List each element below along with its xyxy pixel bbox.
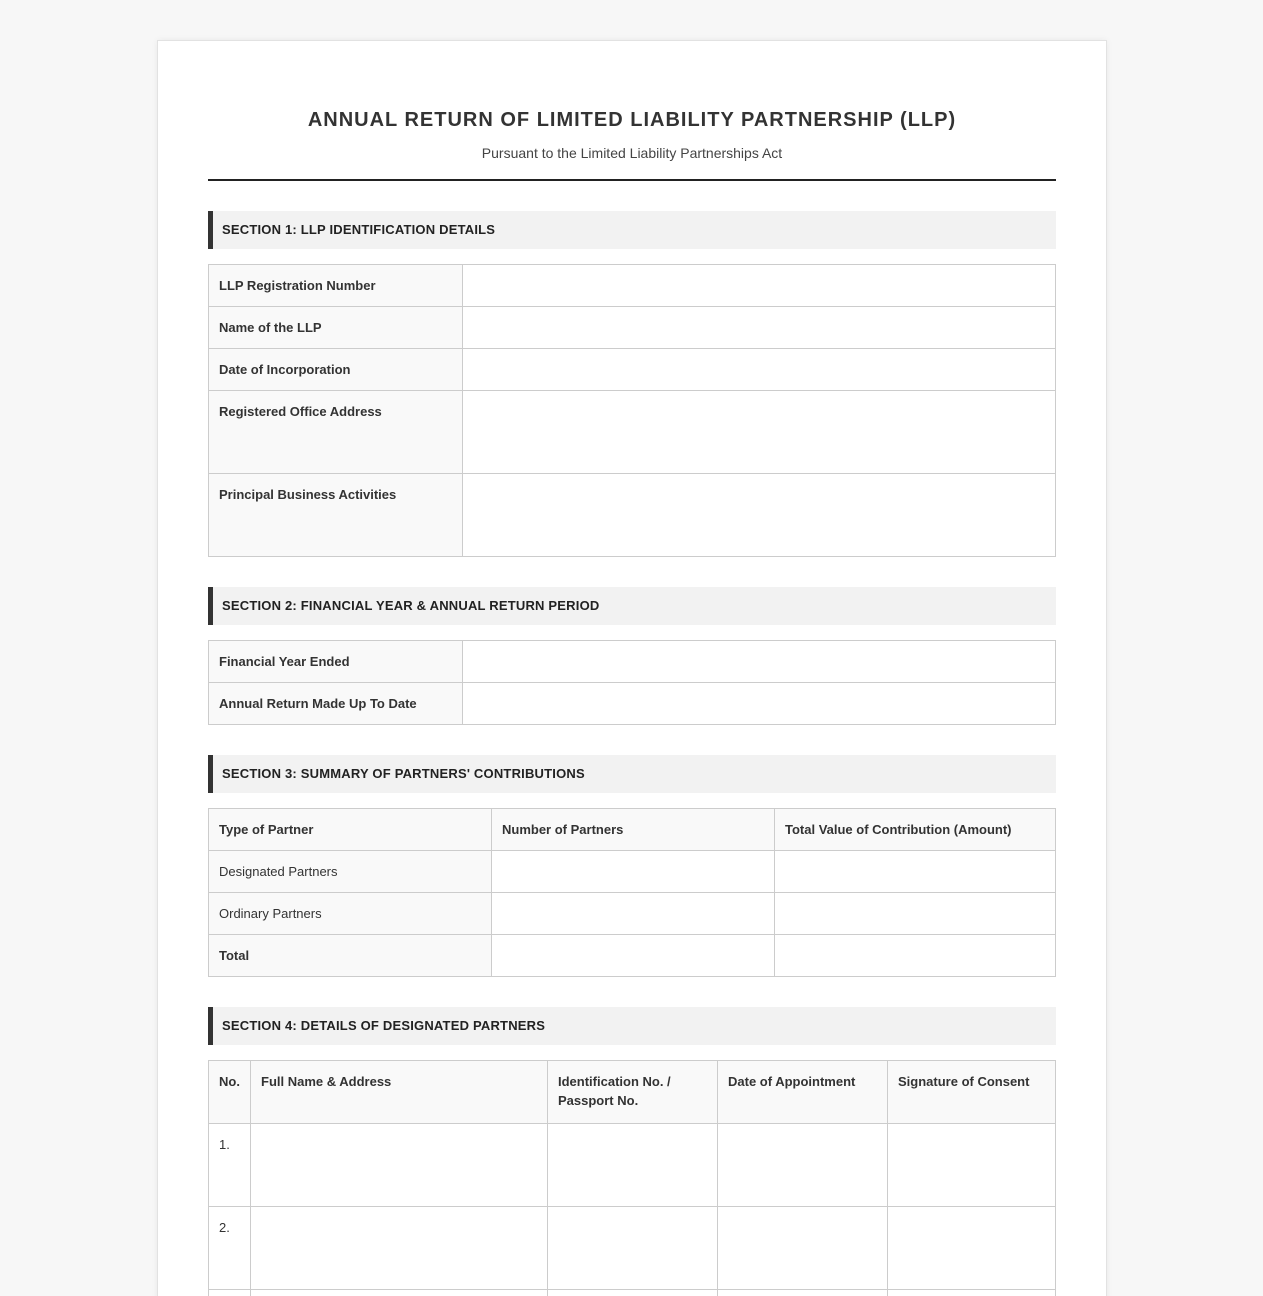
row-number: 2. <box>209 1207 251 1290</box>
signature-field[interactable] <box>888 1207 1056 1290</box>
llp-name-field[interactable] <box>463 307 1056 349</box>
field-label: Name of the LLP <box>209 307 463 349</box>
field-label: Annual Return Made Up To Date <box>209 683 463 725</box>
partners-contributions-table <box>208 808 1056 977</box>
document-title: ANNUAL RETURN OF LIMITED LIABILITY PARTNERSHIP (LLP) <box>307 109 957 131</box>
table-row <box>209 307 1056 349</box>
registered-office-address-field[interactable] <box>463 391 1056 474</box>
table-row <box>209 349 1056 391</box>
partner-type-label: Designated Partners <box>209 851 492 893</box>
total-label: Total <box>209 935 492 977</box>
annual-return-date-field[interactable] <box>463 683 1056 725</box>
field-label: Principal Business Activities <box>209 474 463 557</box>
partner-id-field[interactable] <box>548 1207 718 1290</box>
column-header: Type of Partner <box>209 809 492 851</box>
total-number-field[interactable] <box>492 935 775 977</box>
total-contribution-field[interactable] <box>775 935 1056 977</box>
section-1 <box>208 211 1056 557</box>
section-3-heading: SECTION 3: SUMMARY OF PARTNERS' CONTRIBUTIONS <box>208 755 1056 793</box>
appointment-date-field[interactable] <box>718 1207 888 1290</box>
column-header: No. <box>209 1061 251 1124</box>
partner-id-field[interactable] <box>548 1290 718 1296</box>
financial-year-table <box>208 640 1056 725</box>
appointment-date-field[interactable] <box>718 1124 888 1207</box>
column-header: Identification No. / Passport No. <box>548 1061 718 1124</box>
financial-year-ended-field[interactable] <box>463 641 1056 683</box>
field-label: Date of Incorporation <box>209 349 463 391</box>
column-header: Total Value of Contribution (Amount) <box>775 809 1056 851</box>
table-row <box>209 1207 1056 1290</box>
ordinary-partners-number-field[interactable] <box>492 893 775 935</box>
designated-partners-number-field[interactable] <box>492 851 775 893</box>
partner-name-address-field[interactable] <box>251 1207 548 1290</box>
field-label: Financial Year Ended <box>209 641 463 683</box>
form-page <box>157 40 1107 1296</box>
appointment-date-field[interactable] <box>718 1290 888 1296</box>
table-row <box>209 391 1056 474</box>
ordinary-partners-contribution-field[interactable] <box>775 893 1056 935</box>
signature-field[interactable] <box>888 1290 1056 1296</box>
partner-type-label: Ordinary Partners <box>209 893 492 935</box>
section-2-heading: SECTION 2: FINANCIAL YEAR & ANNUAL RETURN PERIOD <box>208 587 1056 625</box>
table-row <box>209 893 1056 935</box>
llp-registration-number-field[interactable] <box>463 265 1056 307</box>
field-label: LLP Registration Number <box>209 265 463 307</box>
table-row <box>209 265 1056 307</box>
section-1-heading: SECTION 1: LLP IDENTIFICATION DETAILS <box>208 211 1056 249</box>
designated-partners-table <box>208 1060 1056 1296</box>
table-row <box>209 1290 1056 1296</box>
table-row <box>209 851 1056 893</box>
signature-field[interactable] <box>888 1124 1056 1207</box>
partner-id-field[interactable] <box>548 1124 718 1207</box>
row-number: 1. <box>209 1124 251 1207</box>
field-label: Registered Office Address <box>209 391 463 474</box>
table-row <box>209 474 1056 557</box>
table-header-row <box>209 809 1056 851</box>
llp-identification-table <box>208 264 1056 557</box>
table-row <box>209 1124 1056 1207</box>
date-of-incorporation-field[interactable] <box>463 349 1056 391</box>
row-number <box>209 1290 251 1296</box>
column-header: Number of Partners <box>492 809 775 851</box>
designated-partners-contribution-field[interactable] <box>775 851 1056 893</box>
table-row <box>209 935 1056 977</box>
partner-name-address-field[interactable] <box>251 1290 548 1296</box>
partner-name-address-field[interactable] <box>251 1124 548 1207</box>
section-4 <box>208 1007 1056 1296</box>
column-header: Full Name & Address <box>251 1061 548 1124</box>
section-3 <box>208 755 1056 977</box>
document-header <box>208 41 1056 181</box>
column-header: Signature of Consent <box>888 1061 1056 1124</box>
table-header-row <box>209 1061 1056 1124</box>
section-2 <box>208 587 1056 725</box>
table-row <box>209 641 1056 683</box>
document-subtitle: Pursuant to the Limited Liability Partnerships Act <box>481 145 783 161</box>
section-4-heading: SECTION 4: DETAILS OF DESIGNATED PARTNERS <box>208 1007 1056 1045</box>
principal-business-activities-field[interactable] <box>463 474 1056 557</box>
table-row <box>209 683 1056 725</box>
column-header: Date of Appointment <box>718 1061 888 1124</box>
